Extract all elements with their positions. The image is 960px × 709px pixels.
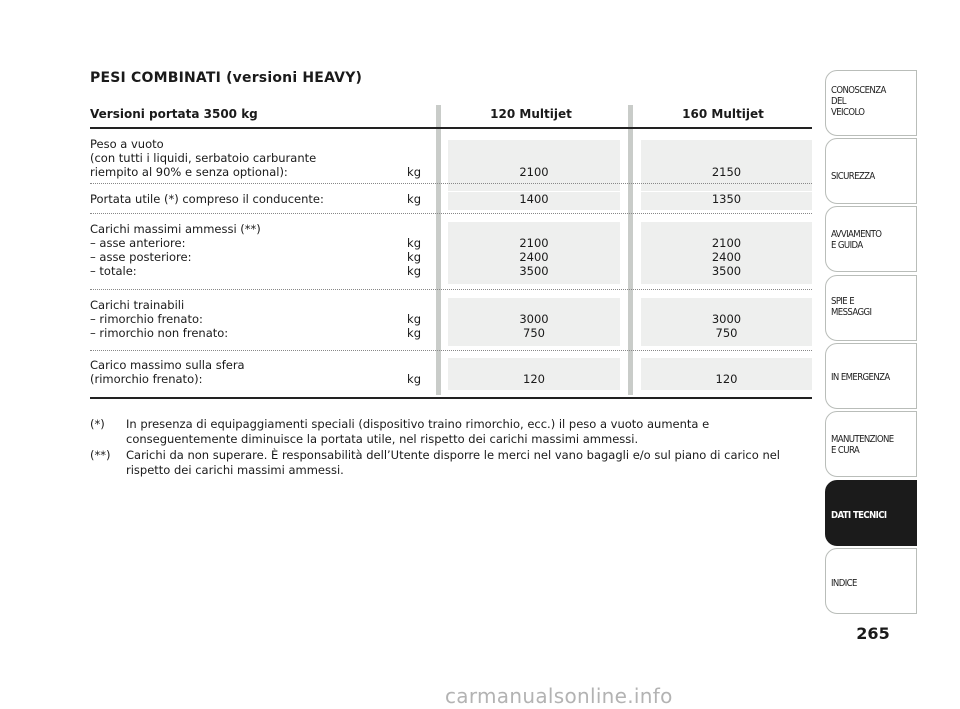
row-unit: kg (407, 165, 421, 179)
tab-sicurezza[interactable] (825, 138, 917, 204)
tab-label: INDICE (831, 578, 857, 589)
table-row (90, 137, 424, 179)
table-row (90, 192, 424, 206)
row-divider (90, 213, 812, 214)
tab-in-emergenza[interactable] (825, 343, 917, 409)
page-number: 265 (856, 624, 890, 643)
footnote (90, 417, 808, 446)
tab-label: MANUTENZIONE E CURA (831, 434, 894, 456)
page-title: PESI COMBINATI (versioni HEAVY) (90, 70, 363, 86)
footnotes (90, 417, 808, 479)
row-unit: kg kg (407, 312, 421, 340)
row-unit: kg (407, 372, 421, 386)
row-unit: kg kg kg (407, 236, 421, 278)
watermark: carmanualsonline.info (445, 684, 673, 708)
tab-spie-e-messaggi[interactable] (825, 275, 917, 341)
footnote-mark: (**) (90, 448, 111, 462)
row-divider (90, 183, 812, 184)
table-row (90, 222, 424, 278)
row-divider (90, 289, 812, 290)
cell-value: 2100 2400 3500 (519, 236, 549, 278)
row-label: Carichi massimi ammessi (**) – asse anteriore: – asse posteriore: – totale: (90, 222, 261, 278)
cell-value: 1400 (519, 192, 549, 206)
tab-label: SICUREZZA (831, 171, 875, 182)
row-label: Carico massimo sulla sfera (rimorchio frenato): (90, 358, 245, 386)
footnote (90, 448, 808, 477)
row-label: Portata utile (*) compreso il conducente: (90, 192, 324, 206)
row-label: Peso a vuoto (con tutti i liquidi, serbatoio carburante riempito al 90% e senza optional): (90, 137, 317, 179)
table-row (90, 298, 424, 340)
cell-value: 120 (523, 372, 545, 386)
tab-conoscenza-del-veicolo[interactable] (825, 70, 917, 136)
cell-value: 2100 (519, 165, 549, 179)
row-unit: kg (407, 192, 421, 206)
table-header-160-multijet: 160 Multijet (682, 107, 764, 121)
tab-avviamento-e-guida[interactable] (825, 206, 917, 272)
tab-indice[interactable] (825, 548, 917, 614)
tab-label: CONOSCENZA DEL VEICOLO (831, 85, 886, 118)
footnote-mark: (*) (90, 417, 105, 431)
cell-value: 1350 (711, 192, 742, 206)
tab-dati-tecnici[interactable] (825, 480, 917, 546)
table-row (90, 358, 424, 386)
table-bottom-rule (90, 397, 812, 399)
cell-value: 3000 750 (711, 312, 742, 340)
cell-value: 2100 2400 3500 (711, 236, 742, 278)
footnote-text: In presenza di equipaggiamenti speciali (dispositivo traino rimorchio, ecc.) il peso a vuoto aumenta e conseguentemente diminuisce la portata utile, nel rispetto dei carichi massimi ammessi. (126, 417, 710, 446)
tab-label: AVVIAMENTO E GUIDA (831, 229, 882, 251)
table-header-120-multijet: 120 Multijet (490, 107, 572, 121)
row-divider (90, 350, 812, 351)
cell-value: 2150 (711, 165, 742, 179)
row-label: Carichi trainabili – rimorchio frenato: – rimorchio non frenato: (90, 298, 229, 340)
cell-value: 3000 750 (519, 312, 549, 340)
column-divider-left (436, 105, 441, 395)
tab-label: DATI TECNICI (831, 510, 887, 521)
cell-value: 120 (715, 372, 738, 386)
tab-label: IN EMERGENZA (831, 372, 890, 383)
footnote-text: Carichi da non superare. È responsabilità dell’Utente disporre le merci nel vano bagagli e/o sul piano di carico nel rispetto dei carichi massimi ammessi. (126, 448, 781, 477)
table-header-label: Versioni portata 3500 kg (90, 107, 258, 121)
column-divider-right (628, 105, 633, 395)
tab-label: SPIE E MESSAGGI (831, 296, 872, 318)
tab-manutenzione-e-cura[interactable] (825, 411, 917, 477)
header-rule (90, 127, 812, 129)
